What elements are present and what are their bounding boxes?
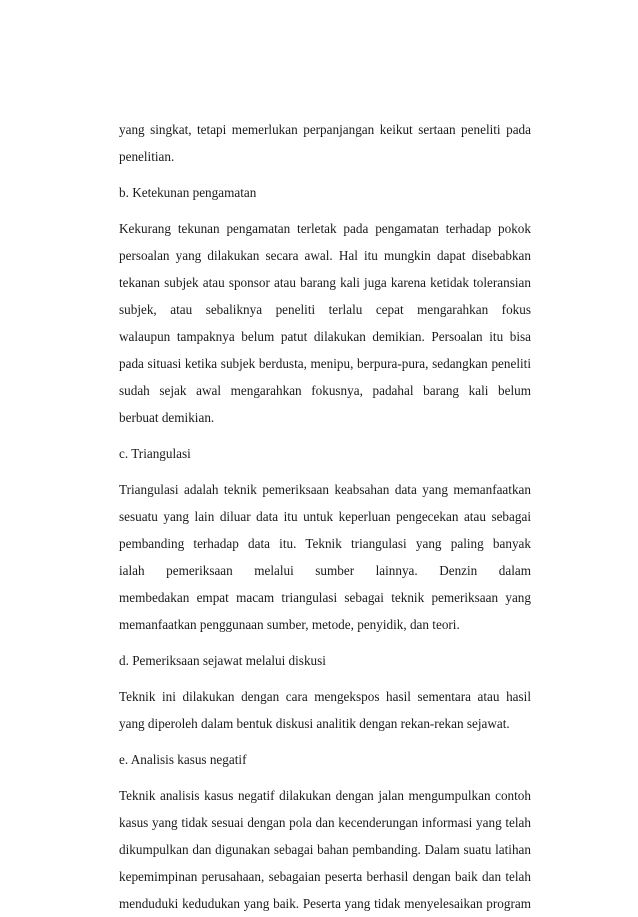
intro-paragraph [119,116,531,170]
paragraph-line: Teknik ini dilakukan dengan cara mengekspos hasil sementara atau hasil [119,689,531,704]
section-heading-c: c. Triangulasi [119,446,191,461]
paragraph-line: pada situasi ketika subjek berdusta, menipu, berpura-pura, sedangkan peneliti [119,356,531,371]
document-body [119,116,531,917]
paragraph-line: ialah pemeriksaan melalui sumber lainnya. Denzin dalam [119,563,531,578]
paragraph-line: pembanding terhadap data itu. Teknik triangulasi yang paling banyak [119,536,531,551]
paragraph-line: berbuat demikian. [119,410,215,425]
paragraph-line: Triangulasi adalah teknik pemeriksaan keabsahan data yang memanfaatkan [119,482,531,497]
paragraph-line: kepemimpinan perusahaan, sebagaian peserta berhasil dengan baik dan telah [119,869,531,884]
section-heading-e: e. Analisis kasus negatif [119,752,247,767]
section-d-paragraph [119,683,531,737]
paragraph-line: Teknik analisis kasus negatif dilakukan dengan jalan mengumpulkan contoh [119,788,531,803]
paragraph-line: tekanan subjek atau sponsor atau barang kali juga karena ketidak toleransian [119,275,531,290]
paragraph-line: memanfaatkan penggunaan sumber, metode, penyidik, dan teori. [119,617,460,632]
paragraph-line: dikumpulkan dan digunakan sebagai bahan pembanding. Dalam suatu latihan [119,842,531,857]
paragraph-line: sesuatu yang lain diluar data itu untuk keperluan pengecekan atau sebagai [119,509,531,524]
section-e-paragraph [119,782,531,917]
paragraph-line: membedakan empat macam triangulasi sebagai teknik pemeriksaan yang [119,590,531,605]
paragraph-line: menduduki kedudukan yang baik. Peserta yang tidak menyelesaikan program [119,896,531,911]
paragraph-line: persoalan yang dilakukan secara awal. Hal itu mungkin dapat disebabkan [119,248,531,263]
paragraph-line: walaupun tampaknya belum patut dilakukan demikian. Persoalan itu bisa [119,329,531,344]
paragraph-line: yang singkat, tetapi memerlukan perpanjangan keikut sertaan peneliti pada [119,122,531,137]
paragraph-line: kasus yang tidak sesuai dengan pola dan kecenderungan informasi yang telah [119,815,531,830]
paragraph-line: Kekurang tekunan pengamatan terletak pada pengamatan terhadap pokok [119,221,531,236]
section-c-paragraph [119,476,531,638]
section-heading-b: b. Ketekunan pengamatan [119,185,257,200]
paragraph-line: sudah sejak awal mengarahkan fokusnya, padahal barang kali belum [119,383,531,398]
section-heading-d: d. Pemeriksaan sejawat melalui diskusi [119,653,326,668]
paragraph-line: penelitian. [119,149,175,164]
paragraph-line: yang diperoleh dalam bentuk diskusi analitik dengan rekan-rekan sejawat. [119,716,510,731]
section-b-paragraph [119,215,531,431]
paragraph-line: subjek, atau sebaliknya peneliti terlalu cepat mengarahkan fokus [119,302,531,317]
